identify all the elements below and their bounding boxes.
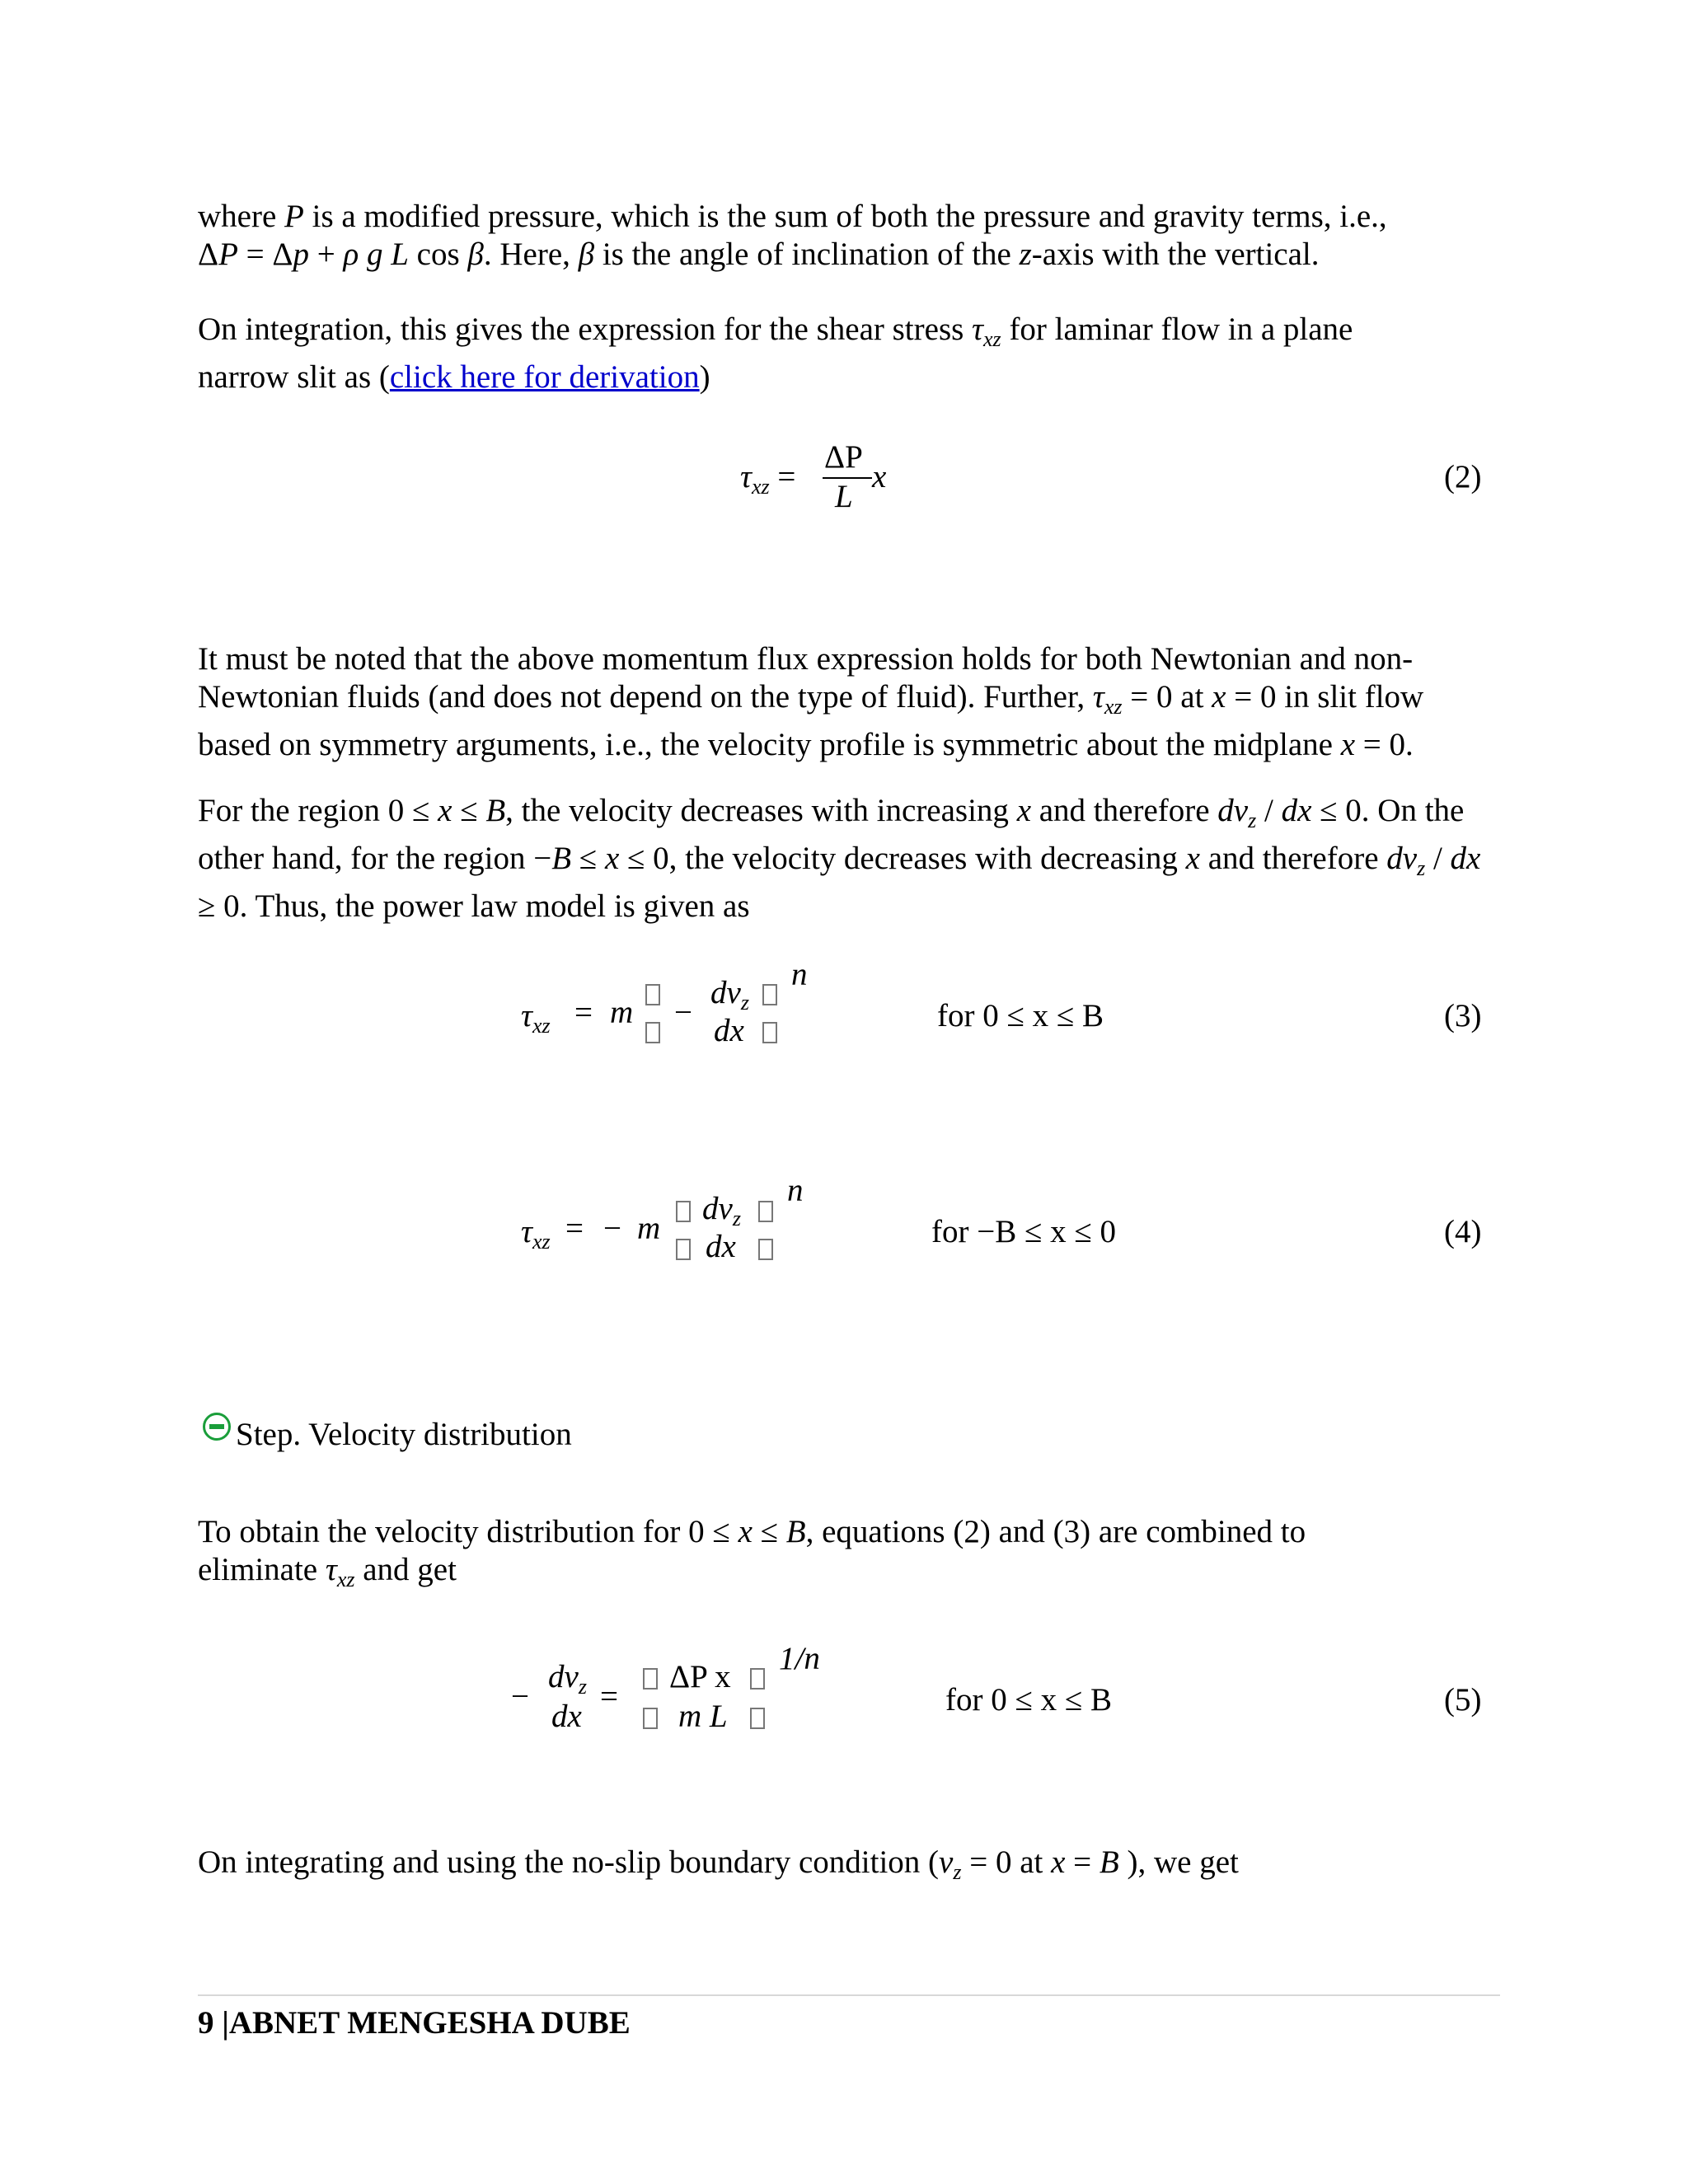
paragraph-no-slip: On integrating and using the no-slip boundary condition ($v_z = 0$ at x = B ), we get	[198, 1844, 1239, 1884]
footer-divider	[198, 1994, 1500, 1996]
missing-glyph-box	[676, 1239, 691, 1260]
equation-number-2: (2)	[1444, 459, 1482, 494]
step-label: Step. Velocity distribution	[236, 1417, 572, 1452]
page-footer: 9 |ABNET MENGESHA DUBE	[198, 2005, 631, 2041]
derivation-link[interactable]: click here for derivation	[389, 359, 700, 395]
collapse-minus-icon[interactable]	[203, 1413, 231, 1441]
paragraph-velocity-distribution: To obtain the velocity distribution for 0 ≤ x ≤ B, equations (2) and (3) are combined to eliminate $\tau_{xz}$ and get	[198, 1514, 1306, 1591]
step-velocity-distribution[interactable]	[203, 1416, 572, 1453]
paragraph-power-law-regions: For the region 0 ≤ x ≤ B, the velocity decreases with increasing x and therefore $dv_z$ / dx ≤ 0. On the other hand, for the region −B ≤ x ≤ 0, the velocity decreases with decreasing x and therefore $dv_z$ / dx ≥ 0. Thus, the power law model is given as	[198, 793, 1481, 924]
missing-glyph-box	[750, 1668, 765, 1690]
missing-glyph-box	[750, 1708, 765, 1729]
paragraph-shear-stress: On integration, this gives the expression for the shear stress $\tau_{xz}$ for laminar flow in a plane narrow slit as (click here for derivation)	[198, 312, 1353, 395]
missing-glyph-box	[762, 984, 777, 1005]
equation-number-5: (5)	[1444, 1682, 1482, 1718]
equation-number-3: (3)	[1444, 998, 1482, 1033]
missing-glyph-box	[645, 984, 660, 1005]
missing-glyph-box	[762, 1022, 777, 1043]
missing-glyph-box	[676, 1201, 691, 1222]
missing-glyph-box	[645, 1022, 660, 1043]
missing-glyph-box	[758, 1239, 773, 1260]
missing-glyph-box	[643, 1668, 658, 1690]
equation-number-4: (4)	[1444, 1214, 1482, 1249]
missing-glyph-box	[758, 1201, 773, 1222]
paragraph-modified-pressure: where P is a modified pressure, which is the sum of both the pressure and gravity terms, i.e., ΔP = Δp + ρ g L cos β. Here, β is the angle of inclination of the z-axis with the vertical.	[198, 199, 1387, 272]
missing-glyph-box	[643, 1708, 658, 1729]
paragraph-momentum-flux: It must be noted that the above momentum flux expression holds for both Newtonian and non-Newtonian fluids (and does not depend on the type of fluid). Further, $\tau_{xz} = 0$ at x = 0 in slit flow based on symmetry arguments, i.e., the velocity profile is symmetric about the midplane x = 0.	[198, 641, 1424, 762]
